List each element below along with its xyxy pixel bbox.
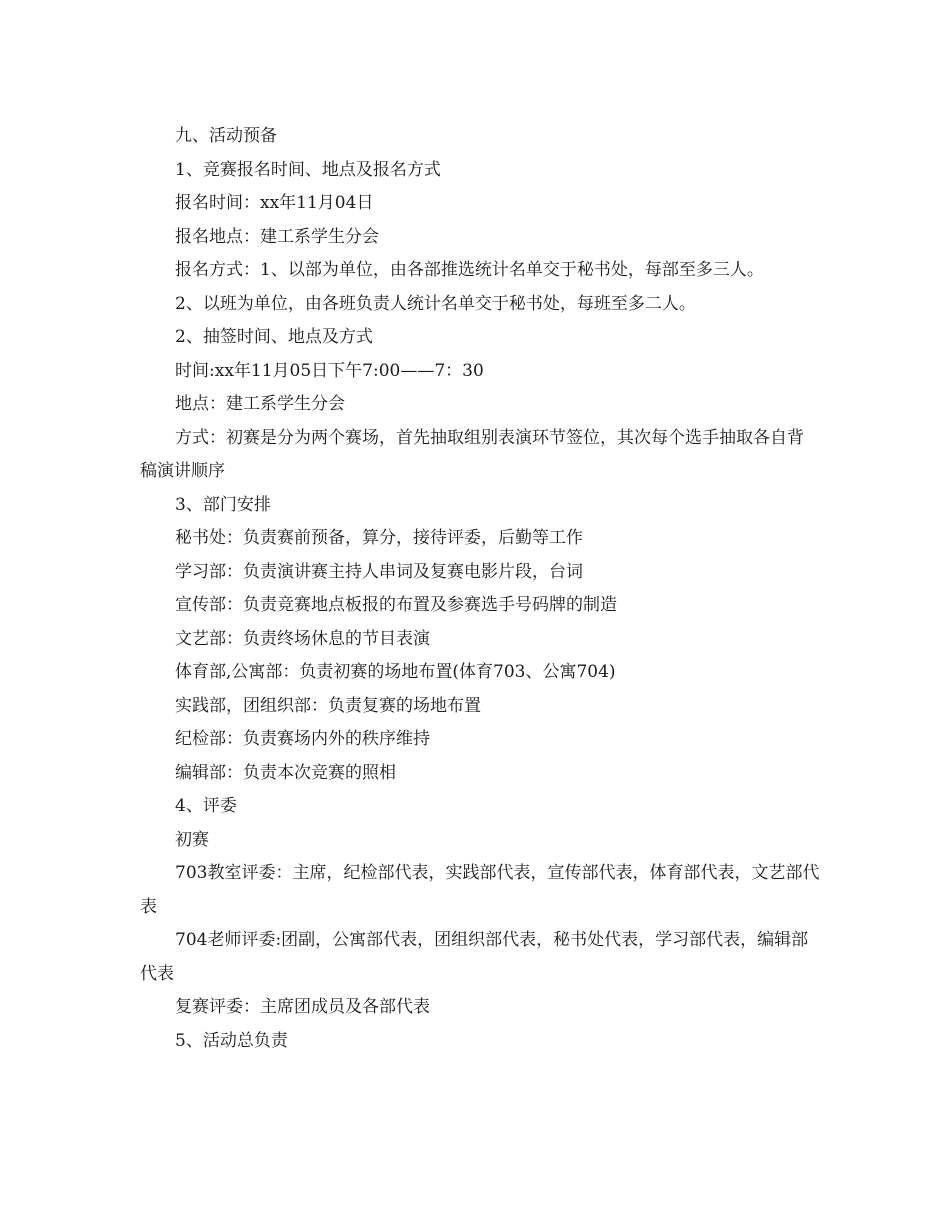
- dept-study: 学习部：负责演讲赛主持人串词及复赛电影片段，台词: [175, 561, 583, 582]
- subheading-departments: 3、部门安排: [175, 494, 271, 515]
- judges-final: 复赛评委：主席团成员及各部代表: [175, 997, 430, 1017]
- preliminary-label: 初赛: [175, 829, 209, 850]
- judges-room-704: 704老师评委:团副，公寓部代表，团组织部代表，秘书处代表，学习部代表，编辑部代表: [140, 930, 809, 984]
- draw-method: 方式：初赛是分为两个赛场，首先抽取组别表演环节签位，其次每个选手抽取各自背稿演讲顺序: [140, 427, 804, 481]
- registration-time: 报名时间：xx年11月04日: [175, 193, 374, 213]
- judges-room-703: 703教室评委：主席，纪检部代表，实践部代表，宣传部代表，体育部代表，文艺部代表: [140, 863, 820, 917]
- draw-time: 时间:xx年11月05日下午7:00——7：30: [175, 360, 484, 381]
- subheading-draw: 2、抽签时间、地点及方式: [175, 327, 373, 347]
- subheading-registration: 1、竞赛报名时间、地点及报名方式: [175, 159, 441, 180]
- dept-editorial: 编辑部：负责本次竞赛的照相: [175, 762, 396, 783]
- dept-secretariat: 秘书处：负责赛前预备，算分，接待评委，后勤等工作: [175, 528, 583, 548]
- dept-publicity: 宣传部：负责竞赛地点板报的布置及参赛选手号码牌的制造: [175, 595, 617, 615]
- subheading-overall-lead: 5、活动总负责: [175, 1030, 288, 1051]
- dept-practice-league: 实践部，团组织部：负责复赛的场地布置: [175, 695, 481, 716]
- draw-place: 地点：建工系学生分会: [175, 394, 345, 414]
- dept-arts: 文艺部：负责终场休息的节目表演: [175, 628, 430, 649]
- dept-sports-dorm: 体育部,公寓部：负责初赛的场地布置(体育703、公寓704): [175, 662, 616, 682]
- registration-place: 报名地点：建工系学生分会: [175, 226, 379, 247]
- document-body: [140, 120, 820, 1058]
- subheading-judges: 4、评委: [175, 796, 237, 816]
- dept-discipline: 纪检部：负责赛场内外的秩序维持: [175, 729, 430, 749]
- registration-method-1: 报名方式：1、以部为单位，由各部推选统计名单交于秘书处，每部至多三人。: [175, 260, 764, 280]
- section-heading-preparation: 九、活动预备: [175, 126, 277, 146]
- registration-method-2: 2、以班为单位，由各班负责人统计名单交于秘书处，每班至多二人。: [175, 293, 696, 314]
